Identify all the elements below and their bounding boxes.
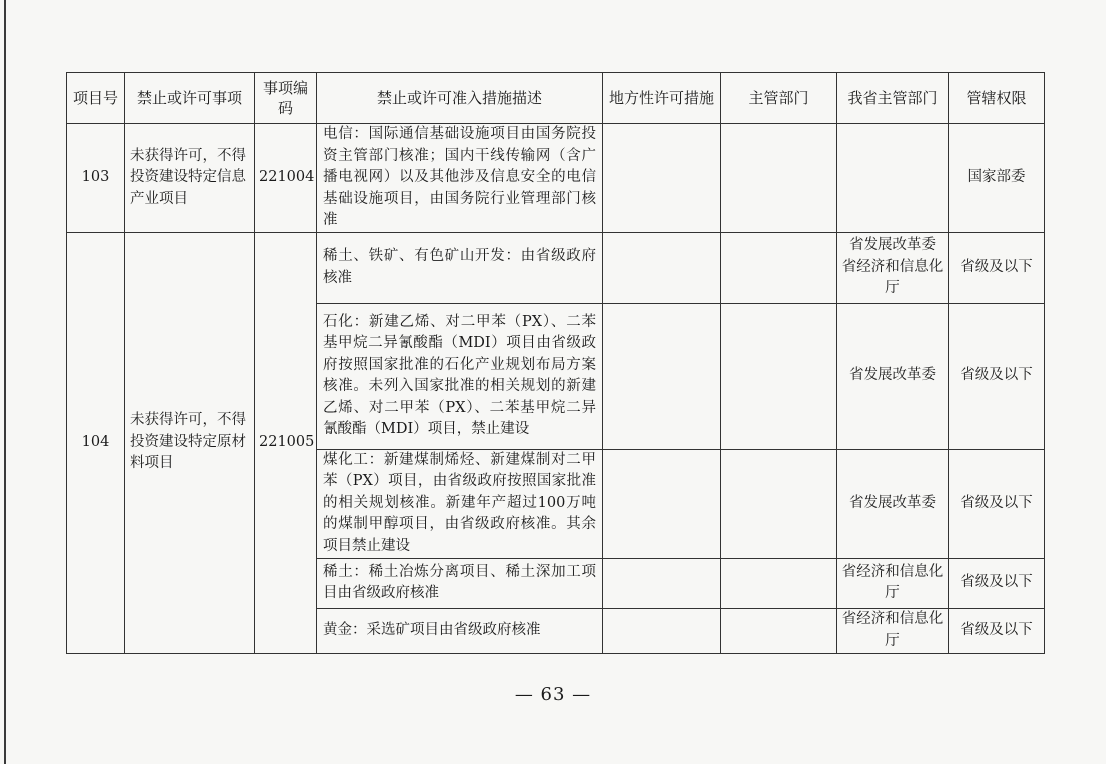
authority-cell: [721, 449, 837, 558]
item-code-cell: 221005: [255, 232, 317, 653]
local-measure-cell: [603, 449, 721, 558]
jurisdiction-cell: 省级及以下: [949, 232, 1045, 303]
item-code-cell: 221004: [255, 124, 317, 233]
header-description: 禁止或许可准入措施描述: [317, 73, 603, 124]
item-name-cell: 未获得许可，不得投资建设特定原材料项目: [125, 232, 255, 653]
page-edge-line: [4, 0, 6, 764]
permit-table: [66, 72, 1045, 654]
province-authority-cell: 省经济和信息化厅: [837, 608, 949, 653]
province-authority-cell: 省发展改革委 省经济和信息化厅: [837, 232, 949, 303]
page-number: — 63 —: [514, 684, 592, 705]
description-cell: 电信：国际通信基础设施项目由国务院投资主管部门核准；国内干线传输网（含广播电视网）以及其他涉及信息安全的电信基础设施项目，由国务院行业管理部门核准: [317, 124, 603, 233]
jurisdiction-cell: 省级及以下: [949, 558, 1045, 608]
jurisdiction-cell: 国家部委: [949, 124, 1045, 233]
header-code: 事项编码: [255, 73, 317, 124]
jurisdiction-cell: 省级及以下: [949, 303, 1045, 449]
province-authority-cell: 省经济和信息化厅: [837, 558, 949, 608]
authority-cell: [721, 232, 837, 303]
local-measure-cell: [603, 232, 721, 303]
description-cell: 煤化工：新建煤制烯烃、新建煤制对二甲苯（PX）项目，由省级政府按照国家批准的相关规划核准。新建年产超过100万吨的煤制甲醇项目，由省级政府核准。其余项目禁止建设: [317, 449, 603, 558]
local-measure-cell: [603, 558, 721, 608]
province-authority-cell: [837, 124, 949, 233]
item-name-cell: 未获得许可，不得投资建设特定信息产业项目: [125, 124, 255, 233]
header-local-measure: 地方性许可措施: [603, 73, 721, 124]
authority-cell: [721, 124, 837, 233]
authority-cell: [721, 303, 837, 449]
description-cell: 稀土：稀土冶炼分离项目、稀土深加工项目由省级政府核准: [317, 558, 603, 608]
authority-cell: [721, 608, 837, 653]
header-item-no: 项目号: [67, 73, 125, 124]
local-measure-cell: [603, 608, 721, 653]
table-header-row: [67, 73, 1045, 124]
local-measure-cell: [603, 303, 721, 449]
item-no-cell: 104: [67, 232, 125, 653]
item-no-cell: 103: [67, 124, 125, 233]
province-authority-cell: 省发展改革委: [837, 303, 949, 449]
province-authority-cell: 省发展改革委: [837, 449, 949, 558]
table-row-104-1: [67, 232, 1045, 303]
header-authority: 主管部门: [721, 73, 837, 124]
local-measure-cell: [603, 124, 721, 233]
description-cell: 黄金：采选矿项目由省级政府核准: [317, 608, 603, 653]
authority-cell: [721, 558, 837, 608]
header-item-name: 禁止或许可事项: [125, 73, 255, 124]
jurisdiction-cell: 省级及以下: [949, 449, 1045, 558]
jurisdiction-cell: 省级及以下: [949, 608, 1045, 653]
header-province-authority: 我省主管部门: [837, 73, 949, 124]
table-row-103: [67, 124, 1045, 233]
header-jurisdiction: 管辖权限: [949, 73, 1045, 124]
description-cell: 石化：新建乙烯、对二甲苯（PX）、二苯基甲烷二异氰酸酯（MDI）项目由省级政府按照国家批准的石化产业规划布局方案核准。未列入国家批准的相关规划的新建乙烯、对二甲苯（PX）、二苯基甲烷二异氰酸酯（MDI）项目，禁止建设: [317, 303, 603, 449]
description-cell: 稀土、铁矿、有色矿山开发：由省级政府核准: [317, 232, 603, 303]
